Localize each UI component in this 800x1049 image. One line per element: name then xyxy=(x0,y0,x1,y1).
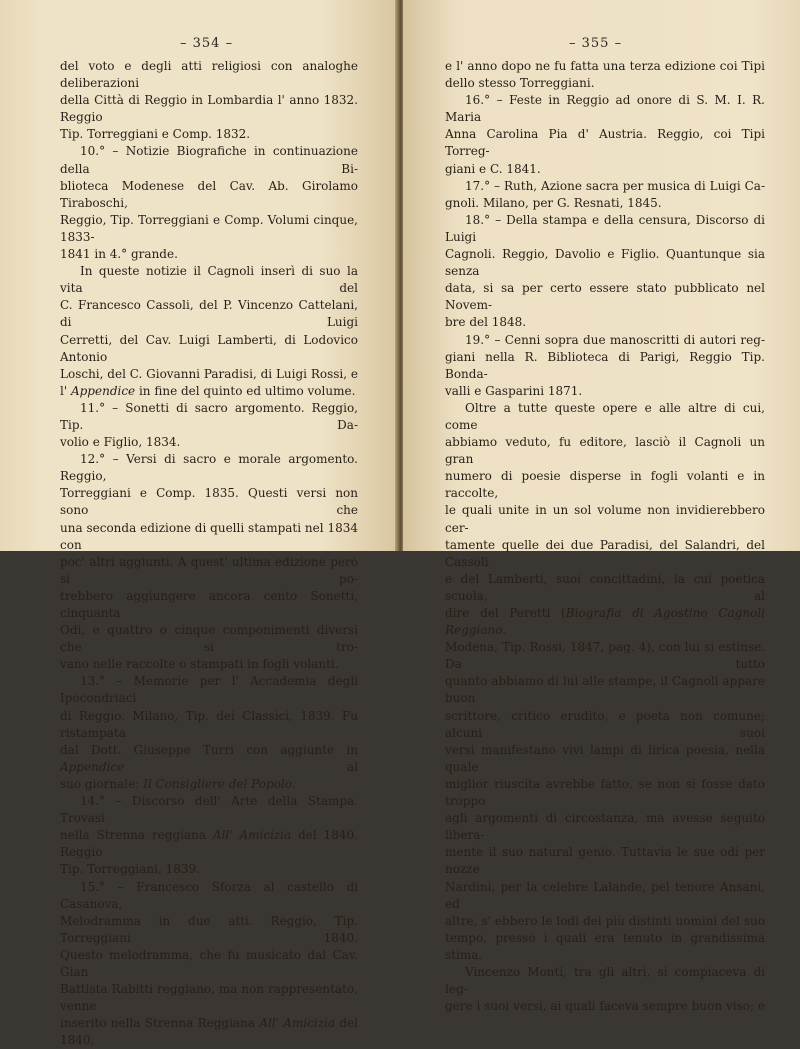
text-line: Reggio, Tip. Torreggiani e Comp. Volumi cinque, 1833- xyxy=(60,212,358,244)
text-line: 14.° – Discorso dell' Arte della Stampa. Trovasi xyxy=(60,794,358,826)
text-line: 18.° – Della stampa e della censura, Discorso di Luigi xyxy=(445,212,765,244)
text-line: agli argomenti di circostanza, ma avesse seguito libera- xyxy=(445,811,765,843)
text-line: Cerretti, del Cav. Luigi Lamberti, di Lodovico Antonio xyxy=(60,332,358,364)
text-line: giani nella R. Biblioteca di Parigi, Reggio Tip. Bonda- xyxy=(445,349,765,381)
text-line: tempo, presso i quali era tenuto in grandissima stima. xyxy=(445,930,765,962)
text-line: 16.° – Feste in Reggio ad onore di S. M. I. R. Maria xyxy=(445,93,765,125)
text-line: dal Dott. Giuseppe Turri con aggiunte in Appendice al xyxy=(60,742,358,774)
text-line: data, si sa per certo essere stato pubblicato nel Novem- xyxy=(445,281,765,313)
text-line: bre del 1848. xyxy=(445,315,527,330)
text-line: le quali unite in un sol volume non invidierebbero cer- xyxy=(445,503,765,535)
text-line: Modena, Tip. Rossi, 1847, pag. 4), con lui si estinse. Da tutto xyxy=(445,640,765,672)
text-line: numero di poesie disperse in fogli volanti e in raccolte, xyxy=(445,469,765,501)
text-line: del voto e degli atti religiosi con analoghe deliberazioni xyxy=(60,59,358,91)
text-line: 10.° – Notizie Biografiche in continuazione della Bi- xyxy=(60,144,358,176)
page-number: – 355 – xyxy=(569,36,623,51)
text-line: quanto abbiamo di lui alle stampe, il Cagnoli appare buon xyxy=(445,674,765,706)
text-line: Anna Carolina Pia d' Austria. Reggio, coi Tipi Torreg- xyxy=(445,127,765,159)
text-line: e l' anno dopo ne fu fatta una terza edizione coi Tipi xyxy=(445,59,765,73)
text-line: Odi, e quattro o cinque componimenti diversi che si tro- xyxy=(60,623,358,655)
text-line: Tip. Torreggiani e Comp. 1832. xyxy=(60,127,251,142)
text-line: 17.° – Ruth, Azione sacra per musica di Luigi Ca- xyxy=(465,178,765,193)
text-line: gnoli. Milano, per G. Resnati, 1845. xyxy=(445,195,662,210)
text-line: l' Appendice in fine del quinto ed ultimo volume. xyxy=(60,383,356,398)
text-line: Oltre a tutte queste opere e alle altre di cui, come xyxy=(445,400,765,432)
text-line: 19.° – Cenni sopra due manoscritti di autori reg- xyxy=(465,332,765,347)
text-line: Torreggiani e Comp. 1835. Questi versi non sono che xyxy=(60,486,358,518)
text-line: valli e Gasparini 1871. xyxy=(445,383,583,398)
text-line: inserito nella Strenna Reggiana All' Amicizia del 1840, xyxy=(60,1016,359,1048)
text-line: Questo melodramma, che fu musicato dal Cav. Gian xyxy=(60,947,358,979)
text-line: miglior riuscita avrebbe fatto, se non si fosse dato troppo xyxy=(445,776,765,809)
page-text xyxy=(60,58,358,1049)
text-line: dello stesso Torreggiani. xyxy=(445,76,595,91)
text-line: 1841 in 4.° grande. xyxy=(60,247,178,262)
text-line: mente il suo natural genio. Tuttavia le sue odi per nozze xyxy=(445,845,765,877)
text-line: versi manifestano vivi lampi di lirica poesia, nella quale xyxy=(445,742,765,774)
text-line: trebbero aggiungere ancora cento Sonetti, cinquanta xyxy=(60,588,358,620)
right-page xyxy=(403,0,800,1014)
text-line: altre, s' ebbero le lodi dei più distinti uomini del suo xyxy=(445,913,765,928)
text-line: una seconda edizione di quelli stampati nel 1834 con xyxy=(60,520,358,552)
text-line: abbiamo veduto, fu editore, lasciò il Cagnoli un gran xyxy=(445,435,765,467)
text-line: vano nelle raccolte o stampati in fogli volanti. xyxy=(60,657,339,672)
text-line: e del Lamberti, suoi concittadini, la cui poetica scuola, al xyxy=(445,571,765,603)
text-line: 13.° – Memorie per l' Accademia degli Ipocondriaci xyxy=(60,674,358,706)
text-line: Melodramma in due atti. Reggio, Tip. Torreggiani 1840. xyxy=(60,913,358,945)
text-line: Loschi, del C. Giovanni Paradisi, di Luigi Rossi, e xyxy=(60,366,358,381)
page-text xyxy=(445,58,765,1015)
text-line: Tip. Torreggiani, 1839. xyxy=(60,862,200,877)
text-line: dire del Peretti (Biografia di Agostino Cagnoli Reggiano. xyxy=(445,606,765,638)
text-line: giani e C. 1841. xyxy=(445,161,541,176)
text-line: di Reggio. Milano, Tip. dei Classici, 1839. Fu ristampata xyxy=(60,708,358,740)
text-line: volio e Figlio, 1834. xyxy=(60,435,181,450)
text-line: 11.° – Sonetti di sacro argomento. Reggio, Tip. Da- xyxy=(60,400,358,432)
text-line: 15.° – Francesco Sforza al castello di Casanova, xyxy=(60,879,358,911)
text-line: nella Strenna reggiana All' Amicizia del 1840. Reggio xyxy=(60,828,358,860)
text-line: 12.° – Versi di sacro e morale argomento. Reggio, xyxy=(60,452,358,484)
text-line: C. Francesco Cassoli, del P. Vincenzo Cattelani, di Luigi xyxy=(60,298,358,330)
page-number: – 354 – xyxy=(180,36,234,51)
text-line: Battista Rabitti reggiano, ma non rappresentato, venne xyxy=(60,982,358,1014)
text-line: In queste notizie il Cagnoli inserì di suo la vita del xyxy=(60,264,358,296)
text-line: suo giornale: Il Consigliere del Popolo. xyxy=(60,776,296,791)
text-line: Vincenzo Monti, tra gli altri, si compiaceva di leg- xyxy=(445,964,765,997)
text-line: Nardini, per la celebre Lalande, pel tenore Ansani, ed xyxy=(445,879,765,911)
text-line: Cagnoli. Reggio, Davolio e Figlio. Quantunque sia senza xyxy=(445,247,765,279)
text-line: tamente quelle dei due Paradisi, del Salandri, del Cassoli xyxy=(445,537,765,569)
text-line: della Città di Reggio in Lombardia l' anno 1832. Reggio xyxy=(60,93,358,125)
text-line: gere i suoi versi, ai quali faceva sempre buon viso; e xyxy=(445,999,765,1014)
left-page xyxy=(0,0,397,1048)
text-line: poc' altri aggiunti. A quest' ultima edizione però si po- xyxy=(60,554,358,586)
text-line: blioteca Modenese del Cav. Ab. Girolamo Tiraboschi, xyxy=(60,178,358,210)
text-line: scrittore, critico erudito, e poeta non comune; alcuni suoi xyxy=(445,708,765,740)
